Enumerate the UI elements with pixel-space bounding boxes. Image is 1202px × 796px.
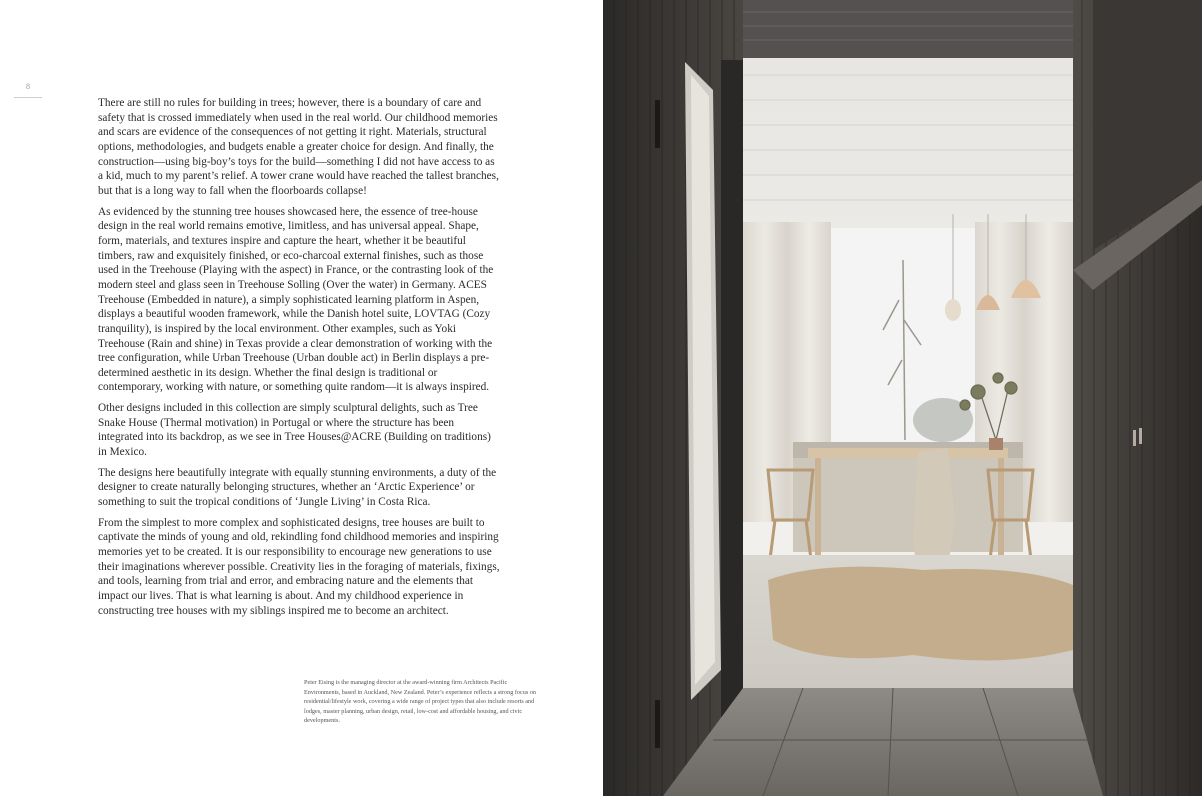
paragraph-3: Other designs included in this collection are simply sculptural delights, such as Tree Snake House (Thermal motivation) in Portugal or where the structure has been integrated into its backdrop, as we see in Tree Houses@ACRE (Building on traditions) in Mexico.: [98, 402, 491, 459]
interior-photo: [603, 0, 1202, 796]
page-number: 8: [26, 82, 30, 91]
paragraph-1: There are still no rules for building in trees; however, there is a boundary of care and safety that is crossed immediately when used in the real world. Our childhood memories and scars are evidence of the consequences of not getting it right. Materials, structural options, methodologies, and budgets enable a greater choice for design. And finally, the construction—using big-boy’s toys for the build—something I did not have access to as a kid, much to my parent’s relief. A tower crane would have reached the tallest branches, but that is a long way to fall when the floorboards collapse!: [98, 97, 499, 197]
body-text: [98, 96, 502, 624]
interior-photo-illustration: [603, 0, 1202, 796]
paragraph-5: From the simplest to more complex and sophisticated designs, tree houses are built to captivate the minds of young and old, rekindling fond childhood memories and inspiring memories yet to be created. It is our responsibility to encourage new generations to use their imaginations wherever possible. Creativity lies in the foraging of materials, fixings, and tools, learning from trial and error, and embracing nature and the elements that impact our lives. That is what learning is about. And my childhood experience in constructing tree houses with my siblings inspired me to become an architect.: [98, 516, 500, 617]
page-number-rule: [14, 97, 42, 98]
paragraph-2: As evidenced by the stunning tree houses showcased here, the essence of tree-house design in the real world remains emotive, limitless, and has universal appeal. Shape, form, materials, and textures inspire and capture the heart, whether it be beautiful timbers, raw and exquisitely finished, or eco-charcoal external finishes, such as those used in the Treehouse (Playing with the aspect) in France, or the contrasting look of the modern steel and glass seen in Treehouse Solling (Over the water) in Germany. ACES Treehouse (Embedded in nature), a simply sophisticated learning platform in Aspen, displays a beautiful wooden framework, while the Danish hotel suite, LOVTAG (Cozy tranquility), is inspired by the local environment. Other examples, such as Yoki Treehouse (Rain and shine) in Texas provide a clear demonstration of working with the tree configuration, while Urban Treehouse (Urban double act) in Berlin displays a pre-determined aesthetic in its design. Whether the final design is traditional or contemporary, working with nature, or something quite random—it is always inspired.: [98, 205, 494, 394]
author-bio: Peter Eising is the managing director at the award-winning firm Architects Pacific Environments, based in Auckland, New Zealand. Peter’s experience reflects a strong focus on residential/lifestyle work, covering a wide range of project types that also include resorts and lodges, master planning, urban design, retail, low-cost and affordable housing, and civic developments.: [304, 679, 537, 725]
paragraph-4: The designs here beautifully integrate with equally stunning environments, a duty of the designer to create naturally belonging structures, whether an ‘Arctic Experience’ or something to suit the tropical conditions of ‘Jungle Living’ in Costa Rica.: [98, 466, 497, 509]
